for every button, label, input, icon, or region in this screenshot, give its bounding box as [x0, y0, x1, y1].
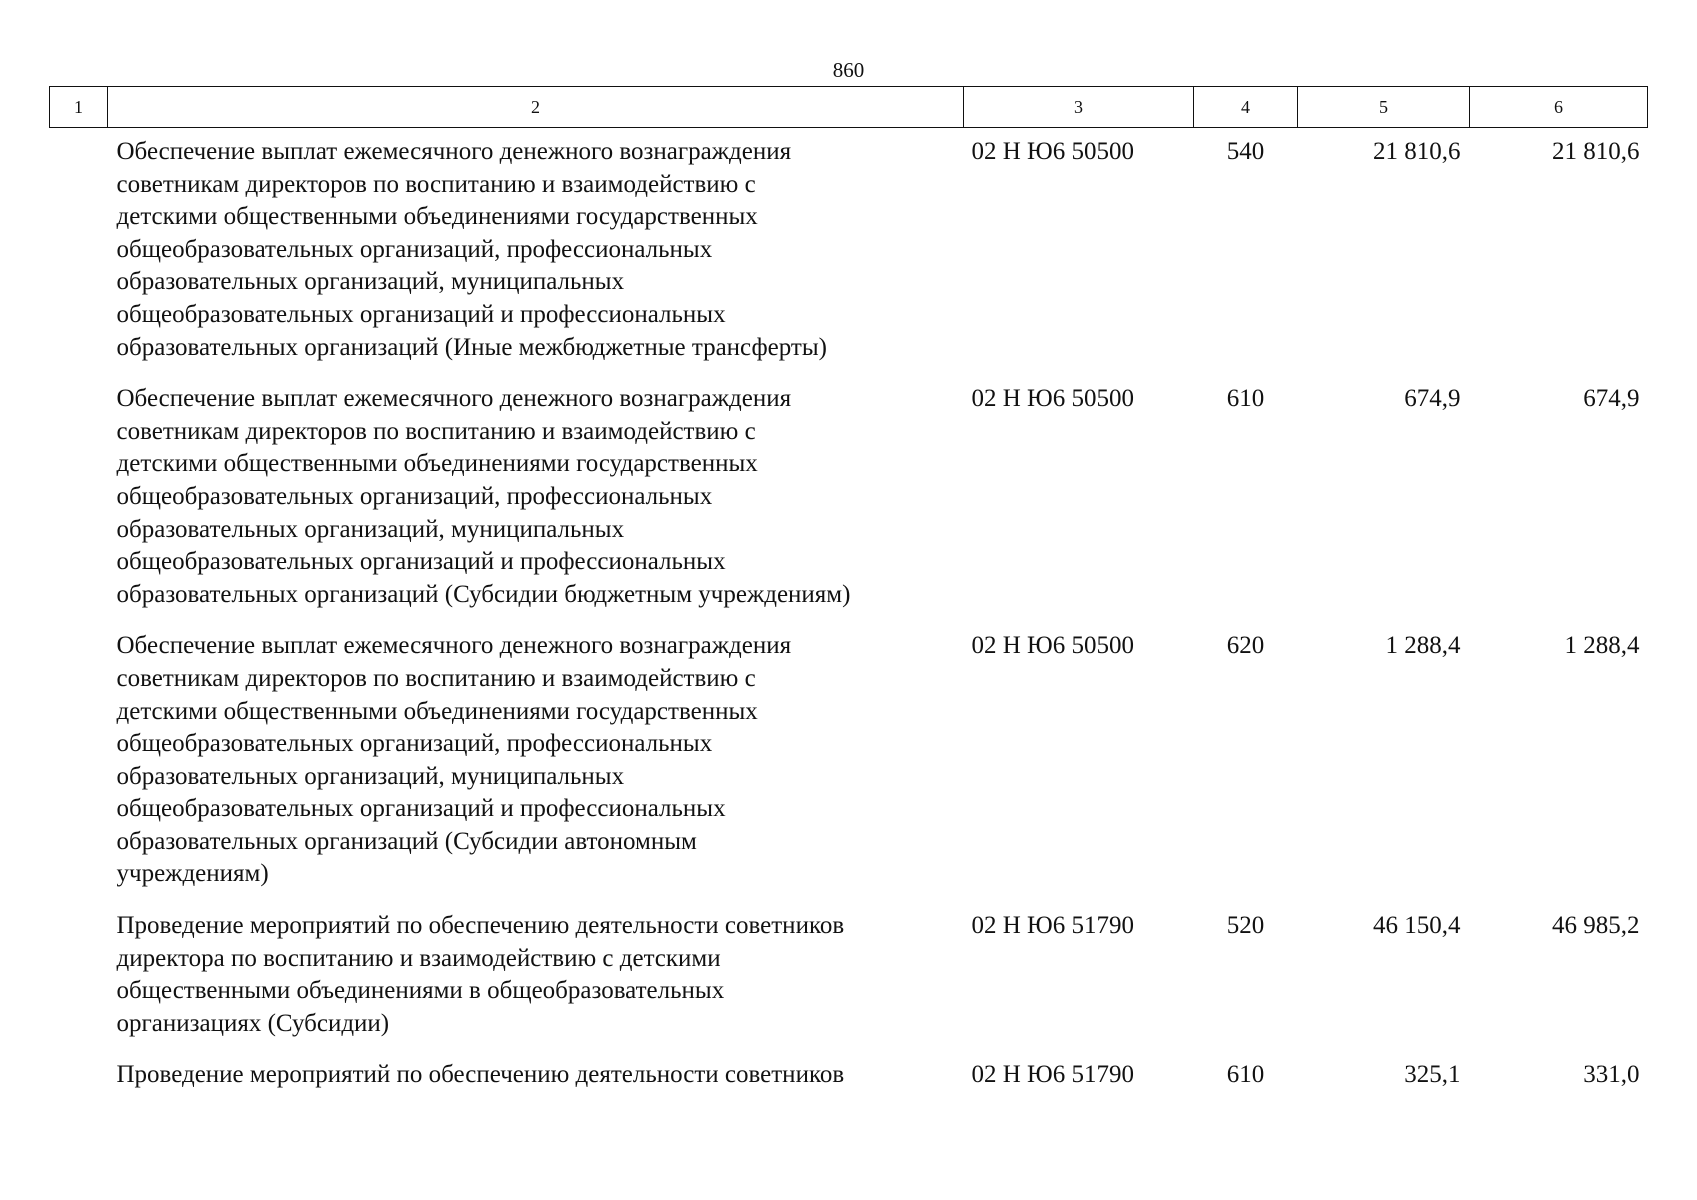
row-amount-2: 21 810,6 [1552, 138, 1640, 165]
table-row [50, 902, 1648, 1051]
row-name [108, 622, 964, 902]
row-name-line: советникам директоров по воспитанию и взаимодействию с [116, 170, 756, 198]
row-name-line: детскими общественными объединениями государственных [116, 450, 758, 478]
row-amount-2: 331,0 [1583, 1061, 1640, 1089]
row-name-line: общеобразовательных организаций, профессиональных [116, 235, 713, 263]
page-number: 860 [832, 58, 865, 82]
row-name-line: советникам директоров по воспитанию и взаимодействию с [116, 417, 756, 445]
row-target-code: 02 Н Ю6 51790 [971, 912, 1134, 940]
row-amount-2: 674,9 [1583, 385, 1640, 413]
row-name-line: общеобразовательных организаций и профессиональных [116, 300, 726, 328]
row-amount-2: 46 985,2 [1552, 912, 1640, 940]
table-header [50, 87, 1648, 128]
row-amount-1: 674,9 [1404, 385, 1461, 413]
header-col-4: 4 [1194, 87, 1298, 128]
row-amount-1: 1 288,4 [1385, 632, 1461, 660]
table-row [50, 375, 1648, 622]
row-name [108, 375, 964, 622]
row-amount-1: 46 150,4 [1373, 912, 1461, 940]
row-amount-2: 1 288,4 [1564, 632, 1640, 660]
row-name [108, 1051, 964, 1103]
row-name-line: общеобразовательных организаций, профессиональных [116, 482, 713, 510]
row-name-line: Проведение мероприятий по обеспечению деятельности советников [116, 1061, 845, 1089]
header-col-6: 6 [1470, 87, 1648, 128]
row-expense-type: 540 [1226, 138, 1265, 165]
row-target-code: 02 Н Ю6 50500 [971, 632, 1134, 660]
row-name-line: общеобразовательных организаций и профессиональных [116, 795, 726, 823]
row-expense-type: 610 [1226, 385, 1265, 413]
table-row [50, 128, 1648, 376]
header-row [50, 87, 1648, 128]
row-col1 [50, 902, 108, 1051]
row-expense-type: 610 [1226, 1061, 1265, 1089]
row-col1 [50, 1051, 108, 1103]
row-name-line: общеобразовательных организаций, профессиональных [116, 730, 713, 758]
row-name [108, 902, 964, 1051]
row-target-code: 02 Н Ю6 50500 [971, 385, 1134, 413]
row-name-line: общеобразовательных организаций и профессиональных [116, 548, 726, 576]
row-name-line: образовательных организаций (Субсидии бюджетным учреждениям) [116, 580, 851, 608]
row-name-line: Проведение мероприятий по обеспечению деятельности советников [116, 912, 845, 940]
row-amount-1: 325,1 [1404, 1061, 1461, 1089]
row-name-line: Обеспечение выплат ежемесячного денежного вознаграждения [116, 385, 792, 413]
row-expense-type: 520 [1226, 912, 1265, 940]
row-name-line: Обеспечение выплат ежемесячного денежного вознаграждения [116, 632, 792, 660]
budget-table [49, 86, 1648, 1103]
row-name-line: образовательных организаций (Субсидии автономным [116, 827, 697, 855]
row-col1 [50, 128, 108, 376]
row-amount-1: 21 810,6 [1373, 138, 1461, 165]
row-name-line: образовательных организаций, муниципальных [116, 268, 625, 296]
row-col1 [50, 622, 108, 902]
row-name-line: образовательных организаций, муниципальных [116, 762, 625, 790]
header-col-5: 5 [1298, 87, 1470, 128]
row-name-line: образовательных организаций (Иные межбюджетные трансферты) [116, 333, 827, 361]
row-expense-type: 620 [1226, 632, 1265, 660]
row-name-line: общественными объединениями в общеобразовательных [116, 977, 725, 1005]
header-col-3: 3 [964, 87, 1194, 128]
row-name-line: директора по воспитанию и взаимодействию с детскими [116, 944, 721, 972]
row-name-line: образовательных организаций, муниципальных [116, 515, 625, 543]
table-row [50, 1051, 1648, 1103]
row-name-line: Обеспечение выплат ежемесячного денежного вознаграждения [116, 138, 792, 165]
table-body [50, 128, 1648, 1104]
row-target-code: 02 Н Ю6 50500 [971, 138, 1134, 165]
row-name-line: организациях (Субсидии) [116, 1009, 390, 1037]
row-name-line: детскими общественными объединениями государственных [116, 697, 758, 725]
row-col1 [50, 375, 108, 622]
row-name-line: детскими общественными объединениями государственных [116, 203, 758, 231]
row-name [108, 128, 964, 376]
row-name-line: советникам директоров по воспитанию и взаимодействию с [116, 664, 756, 692]
header-col-1: 1 [50, 87, 108, 128]
row-name-line: учреждениям) [116, 860, 269, 888]
row-target-code: 02 Н Ю6 51790 [971, 1061, 1134, 1089]
table-row [50, 622, 1648, 902]
header-col-2: 2 [108, 87, 964, 128]
